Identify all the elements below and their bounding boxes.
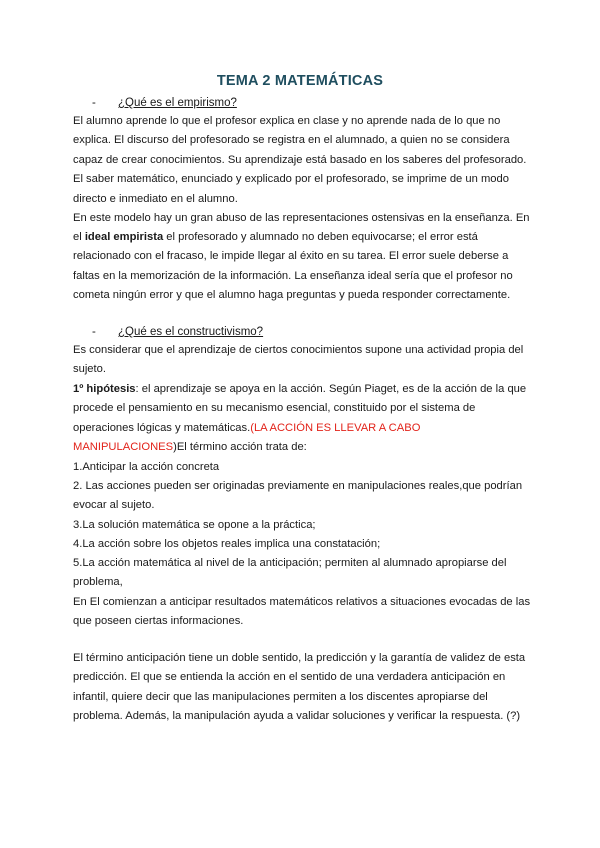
anticipacion-paragraph-1: En El comienzan a anticipar resultados matemáticos relativos a situaciones evocadas de las que poseen ciertas informaciones. (73, 596, 531, 628)
hipotesis-label: 1º hipótesis (73, 383, 136, 395)
empirismo-p3-lead: el (73, 231, 85, 243)
accion-highlight: (LA ACCIÓN ES LLEVAR A CABO MANIPULACIONES (73, 421, 421, 454)
question-empirismo (92, 97, 237, 109)
hipotesis-paragraph (73, 380, 533, 458)
empirismo-paragraph-3 (73, 228, 533, 306)
list-item-3: 3.La solución matemática se opone a la práctica; (73, 519, 316, 531)
page-title: TEMA 2 MATEMÁTICAS (216, 73, 384, 89)
ideal-empirista-term: ideal empirista (84, 231, 164, 243)
bullet-dash: - (92, 97, 96, 109)
question-empirismo-text: ¿Qué es el empirismo? (118, 97, 237, 109)
list-item-5: 5.La acción matemática al nivel de la anticipación; permiten al alumnado apropiarse del problema, (73, 557, 507, 589)
empirismo-p3-body: el profesorado y alumnado no deben equivocarse; el error está relacionado con el fracaso, le impide llegar al éxito en su tarea. El error suele deberse a faltas en la memorización de la información. La enseñanza ideal sería que el profesor no cometa ningún error y que el alumno haga preguntas y pueda responder correctamente. (73, 231, 513, 302)
hipotesis-end: )El término acción trata de: (173, 441, 307, 454)
question-constructivismo (92, 326, 263, 338)
list-item-1: 1.Anticipar la acción concreta (73, 461, 220, 473)
question-constructivismo-text: ¿Qué es el constructivismo? (118, 326, 264, 338)
hipotesis-text: : el aprendizaje se apoya en la acción. Según Piaget, es de la acción de la que procede el pensamiento en su mecanismo esencial, constituido por el sistema de operaciones lógicas y matemáticas. (73, 383, 527, 434)
list-item-4: 4.La acción sobre los objetos reales implica una constatación; (73, 538, 381, 550)
bullet-dash: - (92, 326, 96, 338)
empirismo-paragraph-1: El alumno aprende lo que el profesor explica en clase y no aprende nada de lo que no explica. El discurso del profesorado se registra en el alumnado, a quien no se considera capaz de crear conocimientos. Su aprendizaje está basado en los saberes del profesorado. El saber matemático, enunciado y explicado por el profesorado, se imprime de un modo directo e inmediato en el alumno. (73, 115, 527, 205)
list-item-2: 2. Las acciones pueden ser originadas previamente en manipulaciones reales,que podrían evocar al sujeto. (73, 480, 523, 512)
anticipacion-paragraph-2: El término anticipación tiene un doble sentido, la predicción y la garantía de validez de esta predicción. El que se entienda la acción en el sentido de una verdadera anticipación en infantil, quiere decir que las manipulaciones permiten a los discentes apropiarse del problema. Además, la manipulación ayuda a validar soluciones y verificar la respuesta. (?) (73, 652, 526, 723)
constructivismo-paragraph-1: Es considerar que el aprendizaje de ciertos conocimientos supone una actividad propia del sujeto. (73, 344, 524, 376)
empirismo-paragraph-2: En este modelo hay un gran abuso de las representaciones ostensivas en la enseñanza. En (73, 212, 530, 224)
